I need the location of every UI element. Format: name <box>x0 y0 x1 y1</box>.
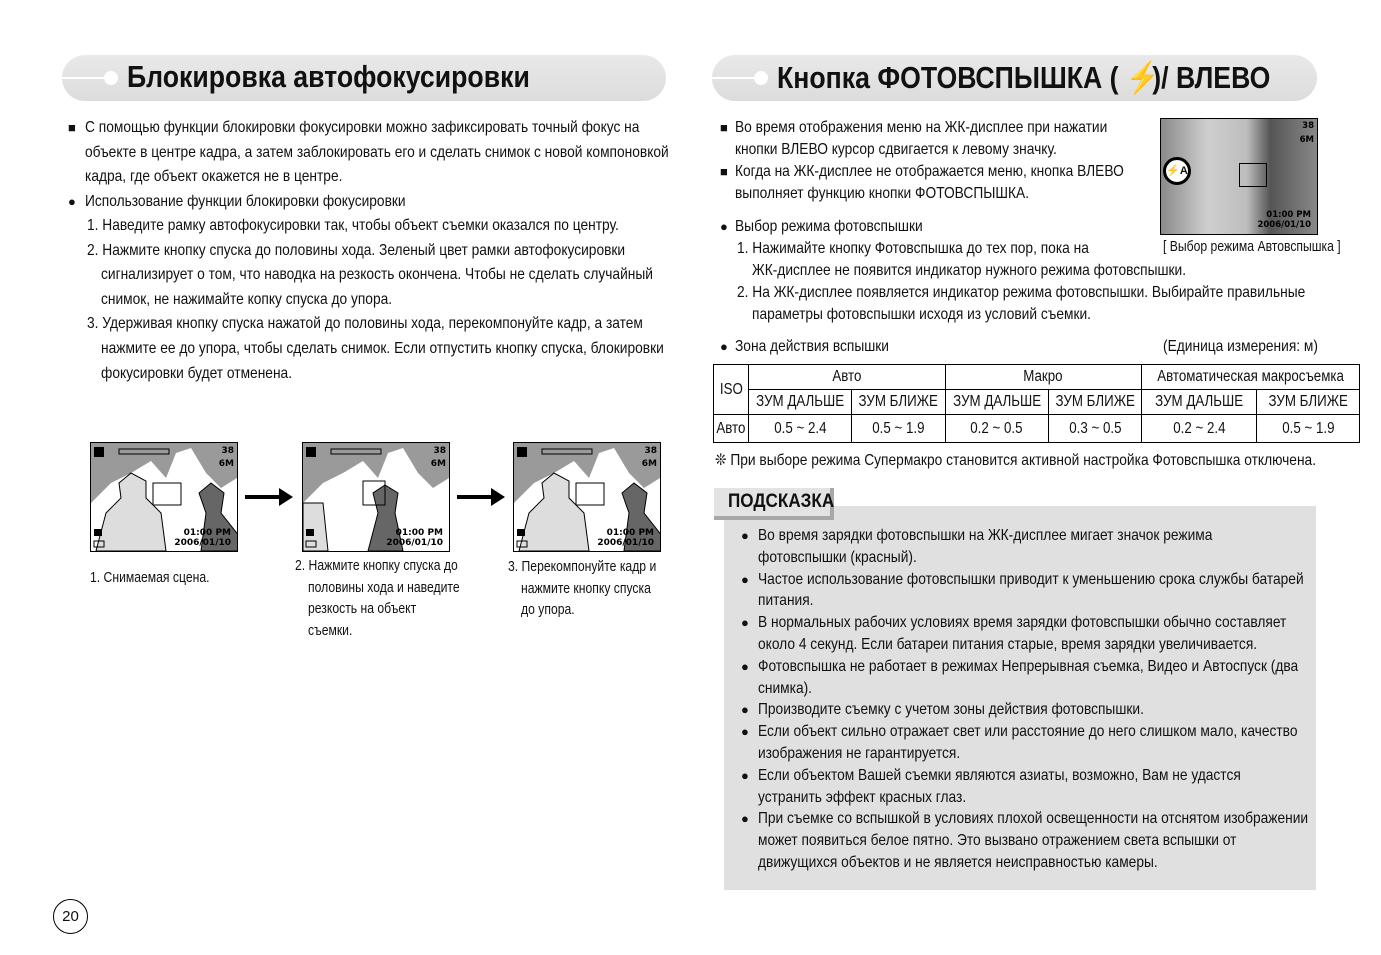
text-line: При съемке со вспышкой в условиях плохой освещенности на отснятом изображении <box>758 810 1309 828</box>
header-dot <box>104 71 118 85</box>
text-line: питания. <box>758 592 814 610</box>
title-part: )/ ВЛЕВО <box>1152 60 1271 95</box>
range-cell: 0.2 ~ 2.4 <box>1142 415 1257 443</box>
arrow-icon <box>457 495 495 499</box>
round-bullet-icon: ● <box>720 219 728 234</box>
round-bullet-icon: ● <box>720 339 728 354</box>
text-line: 1. Наведите рамку автофокусировки так, чтобы объект съемки оказался по центру. <box>87 217 619 234</box>
flash-range-table <box>713 364 1360 443</box>
arrow-icon <box>245 495 283 499</box>
text-line: Использование функции блокировки фокусировки <box>85 193 406 210</box>
image-size: 6M <box>1299 135 1314 145</box>
header-rule <box>712 77 760 79</box>
time-readout: 01:00 PM <box>606 528 654 538</box>
text-line: нажмите ее до упора, чтобы сделать снимок. Если отпустить кнопку спуска, блокировки <box>101 340 664 357</box>
range-cell: 0.5 ~ 1.9 <box>1256 415 1360 443</box>
text-line: Фотовспышка не работает в режимах Непрерывная съемка, Видео и Автоспуск (два <box>758 657 1299 675</box>
text-line: Во время отображения меню на ЖК-дисплее при нажатии <box>735 119 1108 136</box>
text-line: Производите съемку с учетом зоны действия фотовспышки. <box>758 701 1144 719</box>
auto-flash-icon: ⚡A <box>1163 157 1191 185</box>
text-line: половины хода и наведите <box>308 579 460 596</box>
text-line: выполняет функцию кнопки ФОТОВСПЫШКА. <box>735 185 1030 202</box>
round-bullet-icon: ● <box>741 658 749 674</box>
text-line: (Единица измерения: м) <box>1163 338 1318 355</box>
text-line: снимка). <box>758 679 813 697</box>
round-bullet-icon: ● <box>741 811 749 827</box>
group-header: Макро <box>945 365 1142 390</box>
range-cell: 0.5 ~ 2.4 <box>748 415 851 443</box>
iso-header: ISO <box>714 365 749 415</box>
round-bullet-icon: ● <box>741 528 749 543</box>
text-line: В нормальных рабочих условиях время зарядки фотовспышки обычно составляет <box>758 614 1287 632</box>
text-line: Зона действия вспышки <box>735 338 889 355</box>
photo-caption: [ Выбор режима Автовспышка ] <box>1163 239 1341 255</box>
date-readout: 2006/01/10 <box>1257 220 1311 230</box>
time-readout: 01:00 PM <box>395 528 443 538</box>
text-line: С помощью функции блокировки фокусировки можно зафиксировать точный фокус на <box>85 119 640 136</box>
camera-screen-1 <box>90 442 238 552</box>
time-readout: 01:00 PM <box>183 528 231 538</box>
zoom-subheader: ЗУМ БЛИЖЕ <box>1256 390 1360 415</box>
range-cell: 0.2 ~ 0.5 <box>945 415 1048 443</box>
zoom-subheader: ЗУМ ДАЛЬШЕ <box>945 390 1048 415</box>
text-line: Во время зарядки фотовспышки на ЖК-дисплее мигает значок режима <box>758 527 1213 544</box>
zoom-subheader: ЗУМ ДАЛЬШЕ <box>1142 390 1257 415</box>
round-bullet-icon: ● <box>68 194 76 209</box>
left-section-header <box>62 55 666 101</box>
shots-remaining: 38 <box>1302 121 1314 131</box>
round-bullet-icon: ● <box>741 615 749 631</box>
date-readout: 2006/01/10 <box>386 538 443 548</box>
left-title: Блокировка автофокусировки <box>127 59 530 94</box>
time-readout: 01:00 PM <box>1266 210 1311 220</box>
text-line: объекте в центре кадра, а затем заблокировать его и сделать снимок с новой компоновкой <box>85 143 669 161</box>
text-line: 2. На ЖК-дисплее появляется индикатор режима фотовспышки. Выбирайте правильные <box>737 284 1306 301</box>
text-line: изображения не гарантируется. <box>758 745 961 762</box>
zoom-subheader: ЗУМ БЛИЖЕ <box>1048 390 1141 415</box>
zoom-subheader: ЗУМ ДАЛЬШЕ <box>748 390 851 415</box>
page-number: 20 <box>53 899 88 934</box>
square-bullet-icon: ■ <box>68 120 76 135</box>
text-line: может появиться белое пятно. Это вызвано отражением света вспышки от <box>758 832 1237 850</box>
image-size: 6M <box>430 459 446 469</box>
text-line: Частое использование фотовспышки приводит к уменьшению срока службы батарей <box>758 570 1304 588</box>
text-line: кадра, где объект окажется не в центре. <box>85 168 343 186</box>
text-line: Когда на ЖК-дисплее не отображается меню, кнопка ВЛЕВО <box>735 163 1124 180</box>
image-size: 6M <box>218 459 234 469</box>
right-title <box>777 59 1270 96</box>
text-line: резкость на объект <box>308 601 417 618</box>
text-line: кнопки ВЛЕВО курсор сдвигается к левому значку. <box>735 141 1057 158</box>
text-line: 1. Нажимайте кнопку Фотовспышка до тех пор, пока на <box>737 240 1089 257</box>
round-bullet-icon: ● <box>741 724 749 740</box>
text-line: нажмите кнопку спуска <box>521 580 651 597</box>
row-label: Авто <box>714 415 749 443</box>
square-bullet-icon: ■ <box>720 164 728 179</box>
group-header: Авто <box>748 365 945 390</box>
camera-screen-3 <box>513 442 661 552</box>
text-line: до упора. <box>521 602 575 619</box>
text-line: 3. Удерживая кнопку спуска нажатой до половины хода, перекомпонуйте кадр, а затем <box>87 315 643 333</box>
text-line: параметры фотовспышки исходя из условий съемки. <box>752 306 1091 323</box>
text-line: фотовспышки (красный). <box>758 548 917 566</box>
image-size: 6M <box>641 459 657 469</box>
range-cell: 0.3 ~ 0.5 <box>1048 415 1141 443</box>
text-line: фокусировки будет отменена. <box>101 364 293 382</box>
text-line: 3. Перекомпонуйте кадр и <box>508 559 657 575</box>
shots-remaining: 38 <box>644 446 657 456</box>
round-bullet-icon: ● <box>741 702 749 718</box>
text-line: движущихся объектов и не является неисправностью камеры. <box>758 854 1158 871</box>
text-line: Если объектом Вашей съемки являются азиаты, возможно, Вам не удастся <box>758 766 1241 784</box>
round-bullet-icon: ● <box>741 767 749 783</box>
flash-mode-photo <box>1160 118 1318 235</box>
text-line: Выбор режима фотовспышки <box>735 218 923 235</box>
zoom-subheader: ЗУМ БЛИЖЕ <box>852 390 945 415</box>
square-bullet-icon: ■ <box>720 120 728 135</box>
shots-remaining: 38 <box>433 446 446 456</box>
flash-icon: ⚡ <box>1125 60 1160 95</box>
round-bullet-icon: ● <box>741 571 749 587</box>
range-cell: 0.5 ~ 1.9 <box>852 415 945 443</box>
hint-title: ПОДСКАЗКА <box>728 491 835 512</box>
shots-remaining: 38 <box>221 446 234 456</box>
text-line: устранить эффект красных глаз. <box>758 788 967 806</box>
text-line: 2. Нажмите кнопку спуска до половины хода. Зеленый цвет рамки автофокусировки <box>87 241 626 259</box>
group-header: Автоматическая макросъемка <box>1142 365 1360 390</box>
text-line: снимок, не нажимайте копку спуска до упора. <box>101 290 393 308</box>
text-line: ❊ При выборе режима Супермакро становится активной настройка Фотовспышка отключена. <box>715 452 1317 469</box>
text-line: ЖК-дисплее не появится индикатор нужного режима фотовспышки. <box>752 262 1187 279</box>
title-part: Кнопка ФОТОВСПЫШКА ( <box>777 60 1119 95</box>
date-readout: 2006/01/10 <box>597 538 654 548</box>
focus-frame <box>1239 163 1267 187</box>
camera-screen-2 <box>302 442 450 552</box>
header-rule <box>62 77 110 79</box>
text-line: 1. Снимаемая сцена. <box>90 570 210 586</box>
text-line: Если объект сильно отражает свет или расстояние до него слишком мало, качество <box>758 723 1298 741</box>
header-dot <box>754 71 768 85</box>
hint-tab <box>714 488 834 520</box>
right-section-header <box>712 55 1317 101</box>
text-line: съемки. <box>308 622 353 639</box>
text-line: сигнализирует о том, что наводка на резкость окончена. Чтобы не сделать случайный <box>101 266 653 284</box>
text-line: 2. Нажмите кнопку спуска до <box>295 558 458 574</box>
text-line: около 4 секунд. Если батареи питания старые, время зарядки увеличивается. <box>758 636 1258 653</box>
date-readout: 2006/01/10 <box>174 538 231 548</box>
